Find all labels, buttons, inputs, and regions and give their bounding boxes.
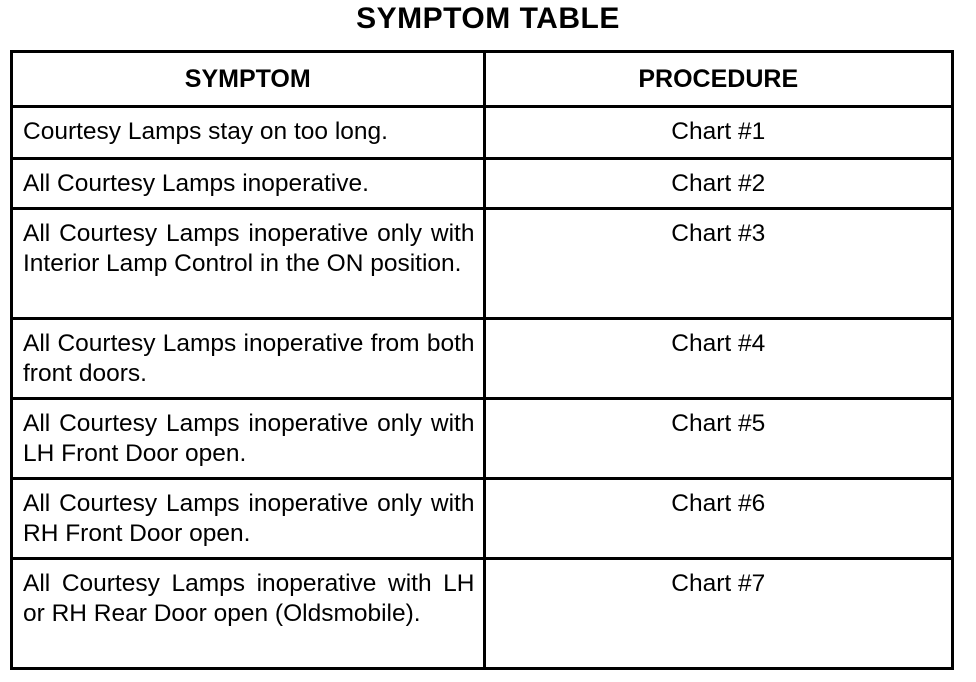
table-row (13, 319, 951, 399)
procedure-cell: Chart #7 (484, 559, 951, 669)
procedure-cell: Chart #3 (484, 209, 951, 319)
table-row (13, 479, 951, 559)
symptom-cell: Courtesy Lamps stay on too long. (13, 107, 484, 159)
symptom-cell: All Courtesy Lamps inoperative only with Interior Lamp Control in the ON position. (13, 209, 484, 319)
procedure-cell: Chart #4 (484, 319, 951, 399)
procedure-cell: Chart #2 (484, 159, 951, 209)
table-row (13, 559, 951, 669)
page-title: SYMPTOM TABLE (356, 2, 620, 35)
procedure-cell: Chart #5 (484, 399, 951, 479)
symptom-table-grid (13, 53, 951, 669)
table-row (13, 209, 951, 319)
table-row (13, 399, 951, 479)
column-header-symptom: SYMPTOM (13, 53, 484, 107)
symptom-cell: All Courtesy Lamps inoperative with LH or RH Rear Door open (Oldsmobile). (13, 559, 484, 669)
symptom-table (10, 50, 954, 670)
table-row (13, 159, 951, 209)
table-header-row (13, 53, 951, 107)
procedure-cell: Chart #1 (484, 107, 951, 159)
table-row (13, 107, 951, 159)
symptom-cell: All Courtesy Lamps inoperative from both front doors. (13, 319, 484, 399)
symptom-cell: All Courtesy Lamps inoperative only with LH Front Door open. (13, 399, 484, 479)
column-header-procedure: PROCEDURE (484, 53, 951, 107)
symptom-cell: All Courtesy Lamps inoperative only with RH Front Door open. (13, 479, 484, 559)
symptom-cell: All Courtesy Lamps inoperative. (13, 159, 484, 209)
procedure-cell: Chart #6 (484, 479, 951, 559)
